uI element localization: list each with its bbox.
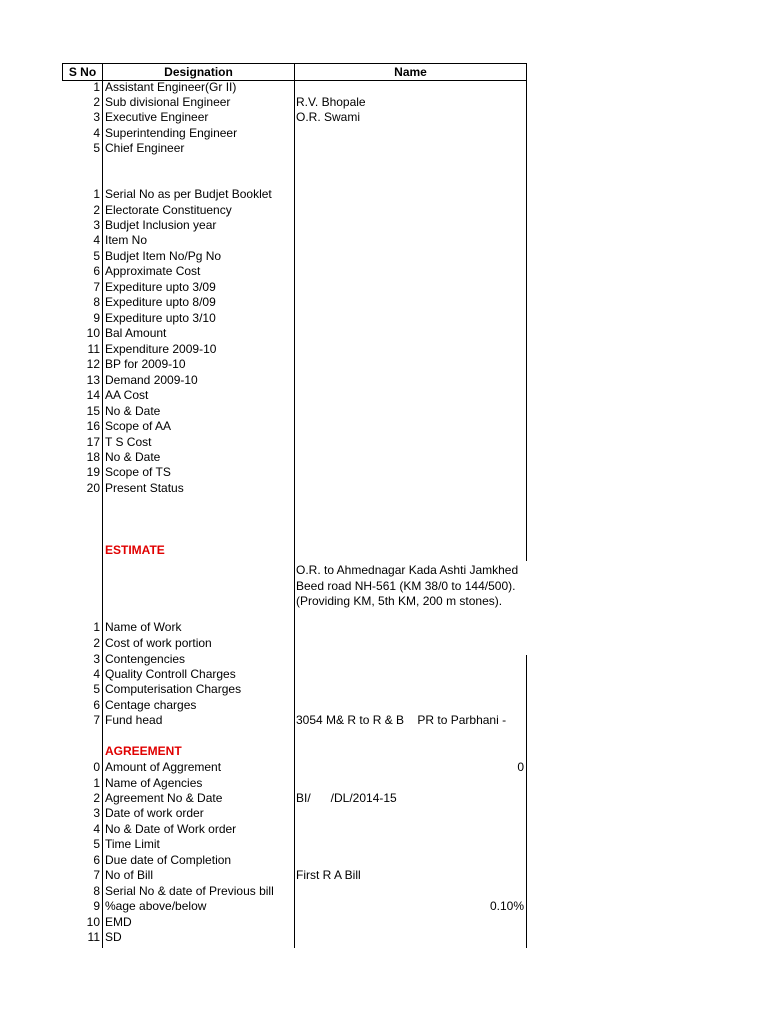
designation-cell: Scope of AA (105, 419, 172, 433)
designation-cell: Name of Agencies (105, 776, 203, 790)
sno-cell: 12 (86, 357, 100, 371)
sno-cell: 1 (93, 80, 100, 94)
table-row (0, 853, 768, 868)
table-row (0, 652, 768, 667)
sno-cell: 18 (86, 450, 100, 464)
table-row (0, 435, 768, 450)
table-row (0, 295, 768, 310)
table-row (0, 311, 768, 326)
designation-cell: Scope of TS (105, 465, 171, 479)
designation-cell: No & Date (105, 450, 161, 464)
table-row (0, 930, 768, 945)
designation-cell: SD (105, 930, 122, 944)
table-row (0, 791, 768, 806)
sno-cell: 8 (93, 295, 100, 309)
designation-cell: Expediture upto 3/09 (105, 280, 216, 294)
table-row (0, 187, 768, 202)
name-cell: 3054 M& R to R & B PR to Parbhani - (296, 713, 507, 727)
table-row (0, 373, 768, 388)
table-row (0, 419, 768, 434)
sno-cell: 15 (86, 404, 100, 418)
designation-cell: Serial No & date of Previous bill (105, 884, 274, 898)
designation-cell: Agreement No & Date (105, 791, 223, 805)
table-row (0, 713, 768, 728)
name-cell: 0.10% (489, 899, 524, 913)
table-row (0, 218, 768, 233)
designation-cell: Chief Engineer (105, 141, 185, 155)
table-row (0, 667, 768, 682)
sno-cell: 4 (93, 233, 100, 247)
designation-cell: %age above/below (105, 899, 207, 913)
designation-cell: Computerisation Charges (105, 682, 242, 696)
sno-cell: 4 (93, 126, 100, 140)
sno-cell: 2 (93, 95, 100, 109)
designation-cell: EMD (105, 915, 132, 929)
sno-cell: 6 (93, 853, 100, 867)
sno-cell: 1 (93, 620, 100, 634)
designation-cell: BP for 2009-10 (105, 357, 186, 371)
designation-cell: Demand 2009-10 (105, 373, 198, 387)
table-row (0, 357, 768, 372)
sno-cell: 7 (93, 868, 100, 882)
designation-cell: Expenditure 2009-10 (105, 342, 217, 356)
sno-cell: 6 (93, 264, 100, 278)
designation-cell: No & Date of Work order (105, 822, 237, 836)
designation-cell: Contengencies (105, 652, 186, 666)
sno-cell: 9 (93, 899, 100, 913)
table-row (0, 404, 768, 419)
table-row (0, 760, 768, 775)
sno-cell: 11 (87, 342, 100, 356)
sno-cell: 5 (93, 141, 100, 155)
table-row (0, 388, 768, 403)
table-row (0, 110, 768, 125)
sno-cell: 5 (93, 837, 100, 851)
designation-cell: No & Date (105, 404, 161, 418)
sno-cell: 5 (93, 249, 100, 263)
designation-cell: Electorate Constituency (105, 203, 232, 217)
sno-cell: 7 (93, 280, 100, 294)
designation-cell: Budjet Item No/Pg No (105, 249, 222, 263)
table-row (0, 915, 768, 930)
table-row (0, 342, 768, 357)
designation-cell: Due date of Completion (105, 853, 232, 867)
header-designation: Designation (164, 65, 233, 79)
designation-cell: Item No (105, 233, 148, 247)
designation-cell: Date of work order (105, 806, 204, 820)
sno-cell: 5 (93, 682, 100, 696)
designation-cell: Name of Work (105, 620, 182, 634)
table-row (0, 620, 768, 635)
sno-cell: 14 (86, 388, 100, 402)
sno-cell: 8 (93, 884, 100, 898)
table-row (0, 249, 768, 264)
table-row (0, 636, 768, 651)
sno-cell: 16 (86, 419, 100, 433)
sno-cell: 2 (93, 636, 100, 650)
table-row (0, 481, 768, 496)
sno-cell: 4 (93, 667, 100, 681)
sno-cell: 20 (86, 481, 100, 495)
sno-cell: 17 (86, 435, 100, 449)
table-row (0, 884, 768, 899)
table-row (0, 868, 768, 883)
table-row (0, 450, 768, 465)
designation-cell: Approximate Cost (105, 264, 201, 278)
estimate-section-title: ESTIMATE (105, 543, 165, 557)
table-row (0, 776, 768, 791)
sno-cell: 2 (93, 203, 100, 217)
designation-cell: Serial No as per Budjet Booklet (105, 187, 272, 201)
sno-cell: 0 (93, 760, 100, 774)
designation-cell: Time Limit (105, 837, 160, 851)
table-row (0, 682, 768, 697)
designation-cell: No of Bill (105, 868, 154, 882)
name-cell: 0 (517, 760, 524, 774)
table-row (0, 203, 768, 218)
name-cell: R.V. Bhopale (296, 95, 366, 109)
designation-cell: Executive Engineer (105, 110, 209, 124)
table-row (0, 264, 768, 279)
table-row (0, 80, 768, 95)
sno-cell: 3 (93, 806, 100, 820)
sno-cell: 10 (86, 326, 100, 340)
designation-cell: Sub divisional Engineer (105, 95, 231, 109)
designation-cell: Superintending Engineer (105, 126, 238, 140)
sno-cell: 10 (86, 915, 100, 929)
designation-cell: Budjet Inclusion year (105, 218, 217, 232)
sno-cell: 1 (93, 776, 100, 790)
sno-cell: 3 (93, 652, 100, 666)
name-cell: O.R. Swami (296, 110, 361, 124)
agreement-section-title: AGREEMENT (105, 744, 182, 758)
sno-cell: 11 (87, 930, 100, 944)
sno-cell: 6 (93, 698, 100, 712)
table-row (0, 233, 768, 248)
table-row (0, 126, 768, 141)
sno-cell: 2 (93, 791, 100, 805)
table-row (0, 141, 768, 156)
sno-cell: 1 (93, 187, 100, 201)
sno-cell: 13 (86, 373, 100, 387)
table-row (0, 280, 768, 295)
designation-cell: Expediture upto 8/09 (105, 295, 216, 309)
designation-cell: T S Cost (105, 435, 152, 449)
designation-cell: Assistant Engineer(Gr II) (105, 80, 237, 94)
sno-cell: 3 (93, 110, 100, 124)
sno-cell: 3 (93, 218, 100, 232)
designation-cell: Amount of Aggrement (105, 760, 222, 774)
header-sno: S No (68, 65, 97, 79)
designation-cell: Bal Amount (105, 326, 167, 340)
sno-cell: 19 (86, 465, 100, 479)
table-row (0, 837, 768, 852)
table-row (0, 806, 768, 821)
name-cell: BI/ /DL/2014-15 (296, 791, 397, 805)
designation-cell: Present Status (105, 481, 184, 495)
header-name: Name (394, 65, 427, 79)
designation-cell: Cost of work portion (105, 636, 212, 650)
designation-cell: Quality Controll Charges (105, 667, 236, 681)
sno-cell: 9 (93, 311, 100, 325)
name-cell: First R A Bill (296, 868, 361, 882)
table-row (0, 465, 768, 480)
table-row (0, 698, 768, 713)
designation-cell: Centage charges (105, 698, 197, 712)
sno-cell: 4 (93, 822, 100, 836)
table-row (0, 95, 768, 110)
table-row (0, 326, 768, 341)
designation-cell: Fund head (105, 713, 163, 727)
designation-cell: AA Cost (105, 388, 149, 402)
designation-cell: Expediture upto 3/10 (105, 311, 216, 325)
sno-cell: 7 (93, 713, 100, 727)
work-description: O.R. to Ahmednagar Kada Ashti Jamkhed Beed road NH-561 (KM 38/0 to 144/500). (Providing KM, 5th KM, 200 m stones). (296, 563, 519, 608)
table-row (0, 822, 768, 837)
table-row (0, 899, 768, 914)
